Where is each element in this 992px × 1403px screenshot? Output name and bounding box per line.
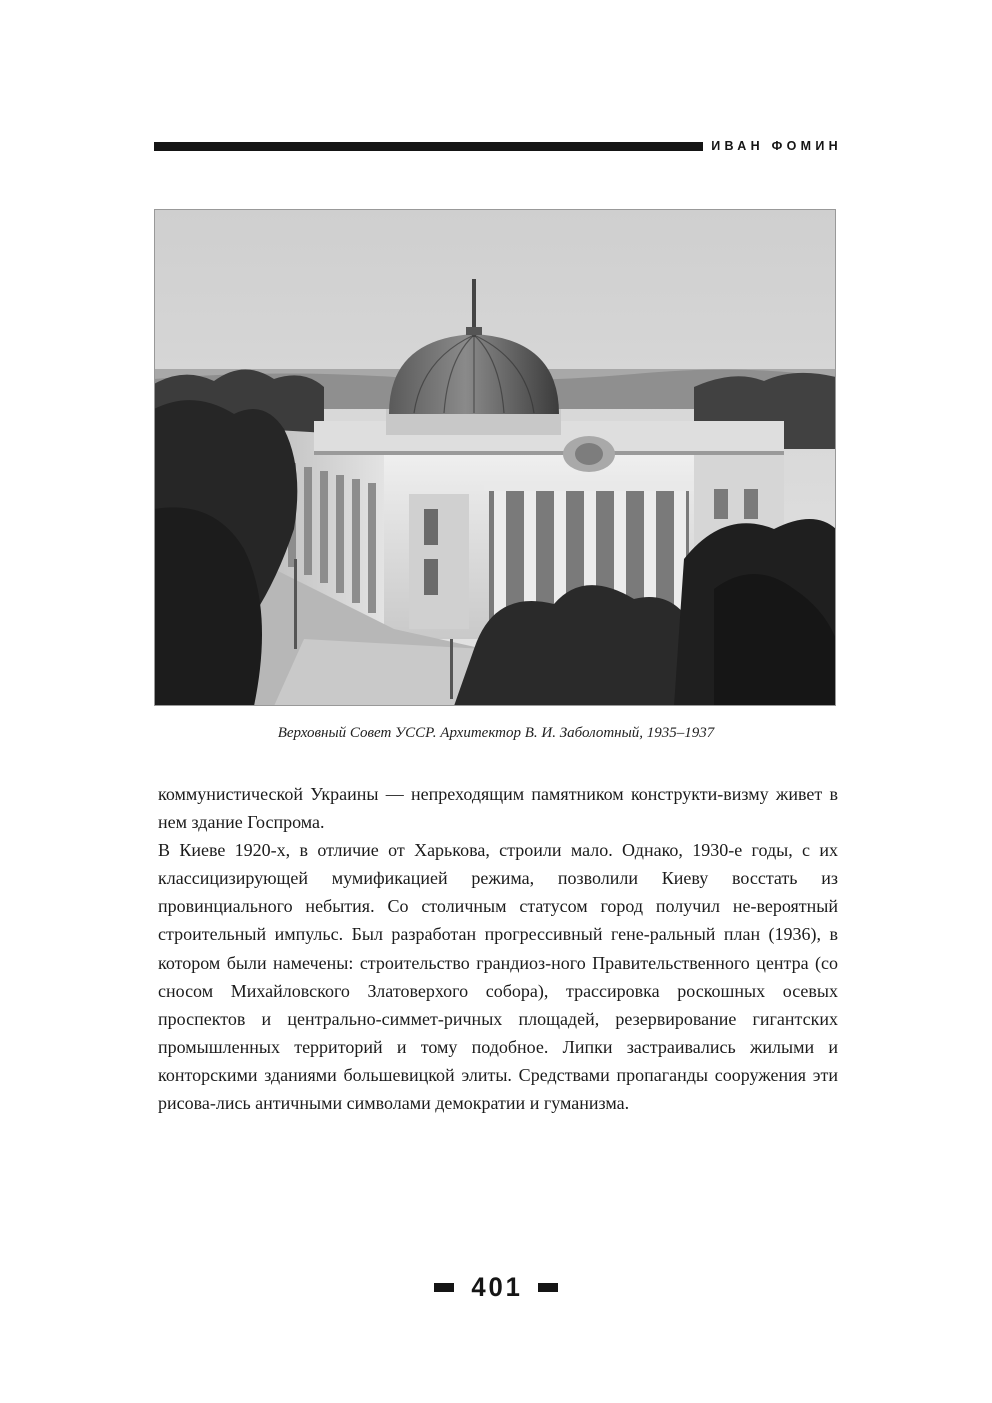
header-rule bbox=[154, 142, 703, 151]
paragraph-2: В Киеве 1920-х, в отличие от Харькова, строили мало. Однако, 1930-е годы, с их классицизирующей мумификацией режима, позволили Киеву восстать из провинциального небытия. Со столичным статусом город получил не-вероятный строительный импульс. Был разработан прогрессивный гене-ральный план (1936), в котором были намечены: строительство грандиоз-ного Правительственного центра (со сносом Михайловского Златоверхого собора), трассировка роскошных осевых проспектов и центрально-симмет-ричных площадей, резервирование гигантских промышленных территорий и тому подобное. Липки застраивались жилыми и конторскими зданиями большевицкой элиты. Средствами пропаганды сооружения эти рисова-лись античными символами демократии и гуманизма. bbox=[158, 840, 838, 1114]
header-author: ИВАН ФОМИН bbox=[711, 139, 842, 153]
folio-mark-right bbox=[538, 1283, 558, 1292]
page-number: 401 bbox=[471, 1272, 523, 1302]
paragraph-1: коммунистической Украины — непреходящим памятником конструкти-визму живет в нем здание Госпрома. bbox=[158, 784, 838, 833]
figure-caption: Верховный Совет УССР. Архитектор В. И. Заболотный, 1935–1937 bbox=[277, 725, 715, 741]
body-text bbox=[158, 780, 838, 1117]
folio-mark-left bbox=[434, 1283, 454, 1292]
running-header bbox=[154, 139, 842, 153]
figure-photo bbox=[154, 209, 836, 706]
page-footer bbox=[0, 1272, 992, 1302]
